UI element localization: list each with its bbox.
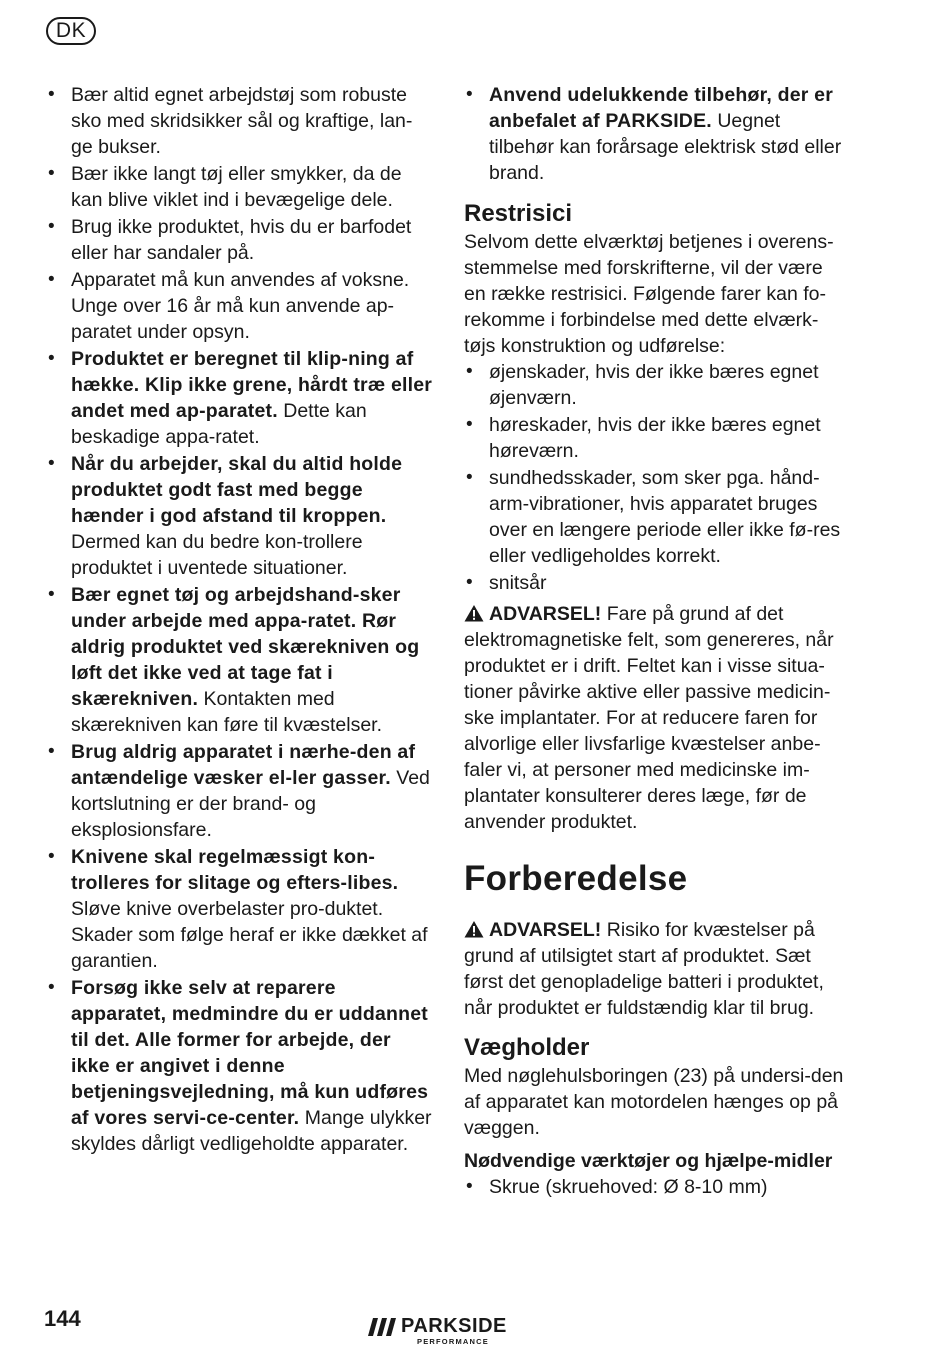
- accessory-list: [464, 82, 848, 186]
- restrisici-intro: Selvom dette elværktøj betjenes i overens-stemmelse med forskrifterne, vil der være en række restrisici. Følgende farer kan fo-rekomme i forbindelse med dette elværk-tøjs konstruktion og udførelse:: [464, 231, 834, 357]
- list-item: • Apparatet må kun anvendes af voksne. Unge over 16 år må kun anvende ap-paratet under opsyn.: [46, 267, 434, 345]
- list-item: • Knivene skal regelmæssigt kon-trolleres for slitage og efters-libes. Sløve knive overbelaster pro-duktet. Skader som følge heraf er ikke dækket af garantien.: [46, 844, 434, 974]
- tools-heading: Nødvendige værktøjer og hjælpe-midler: [464, 1150, 833, 1172]
- warning-text: Fare på grund af det elektromagnetiske felt, som genereres, når produktet er i drift. Feltet kan i visse situa-tioner påvirke aktive eller passive medicin-ske implantater. For at reducere faren for alvorlige eller livsfarlige kvæstelser anbe-faler vi, at personer med medicinske im-plantater konsulterer deres læge, før de anvender produktet.: [464, 603, 834, 833]
- restrisici-list: [464, 359, 848, 596]
- restrisici-heading: Restrisici: [464, 200, 573, 227]
- list-item: • Skrue (skruehoved: Ø 8-10 mm): [464, 1174, 848, 1200]
- parkside-logo: [368, 1316, 528, 1350]
- brand-name: PARKSIDE: [401, 1315, 507, 1337]
- right-column: [464, 82, 848, 1201]
- warning-icon: [464, 604, 484, 622]
- list-item: • Når du arbejder, skal du altid holde produktet godt fast med begge hænder i god afstand til kroppen. Dermed kan du bedre kon-trollere produktet i uventede situationer.: [46, 451, 434, 581]
- list-item: • Produktet er beregnet til klip-ning af hække. Klip ikke grene, hårdt træ eller andet med ap-paratet. Dette kan beskadige appa-ratet.: [46, 346, 434, 450]
- page-number: 144: [44, 1306, 81, 1331]
- language-badge: DK: [46, 17, 96, 45]
- list-item: • Anvend udelukkende tilbehør, der er anbefalet af PARKSIDE. Uegnet tilbehør kan forårsage elektrisk stød eller brand.: [464, 82, 848, 186]
- list-item: • Bær ikke langt tøj eller smykker, da de kan blive viklet ind i bevægelige dele.: [46, 161, 434, 213]
- start-warning: [464, 917, 848, 1021]
- emf-warning: [464, 601, 848, 835]
- list-item: • snitsår: [464, 570, 848, 596]
- forberedelse-heading: Forberedelse: [464, 859, 688, 898]
- tools-list: [464, 1174, 848, 1200]
- list-item: • Brug aldrig apparatet i nærhe-den af antændelige væsker el-ler gasser. Ved kortslutning er der brand- og eksplosionsfare.: [46, 739, 434, 843]
- list-item: • høreskader, hvis der ikke bæres egnet høreværn.: [464, 412, 848, 464]
- list-item: • Forsøg ikke selv at reparere apparatet, medmindre du er uddannet til det. Alle former for arbejde, der ikke er angivet i denne betjeningsvejledning, må kun udføres af vores servi-ce-center. Mange ulykker skyldes dårligt vedligeholdte apparater.: [46, 975, 434, 1157]
- list-item: • øjenskader, hvis der ikke bæres egnet øjenværn.: [464, 359, 848, 411]
- warning-label: ADVARSEL!: [489, 919, 602, 941]
- left-column: [46, 82, 434, 1158]
- warning-text: Risiko for kvæstelser på grund af utilsigtet start af produktet. Sæt først det genopladelige batteri i produktet, når produktet er fuldstændig klar til brug.: [464, 919, 824, 1019]
- brand-subline: PERFORMANCE: [417, 1337, 489, 1346]
- safety-list: [46, 82, 434, 1157]
- vaegholder-heading: Vægholder: [464, 1034, 590, 1061]
- list-item: • Bær egnet tøj og arbejdshand-sker under arbejde med appa-ratet. Rør aldrig produktet ved skærekniven og løft det ikke ved at tage fat i skærekniven. Kontakten med skærekniven kan føre til kvæstelser.: [46, 582, 434, 738]
- list-item: • Brug ikke produktet, hvis du er barfodet eller har sandaler på.: [46, 214, 434, 266]
- warning-label: ADVARSEL!: [489, 603, 602, 625]
- list-item: • sundhedsskader, som sker pga. hånd-arm-vibrationer, hvis apparatet bruges over en længere periode eller ikke fø-res eller vedligeholdes korrekt.: [464, 465, 848, 569]
- vaegholder-text: Med nøglehulsboringen (23) på undersi-den af apparatet kan motordelen hænges op på væggen.: [464, 1065, 844, 1139]
- logo-slashes-icon: [368, 1316, 396, 1338]
- warning-icon: [464, 920, 484, 938]
- list-item: • Bær altid egnet arbejdstøj som robuste sko med skridsikker sål og kraftige, lan-ge bukser.: [46, 82, 434, 160]
